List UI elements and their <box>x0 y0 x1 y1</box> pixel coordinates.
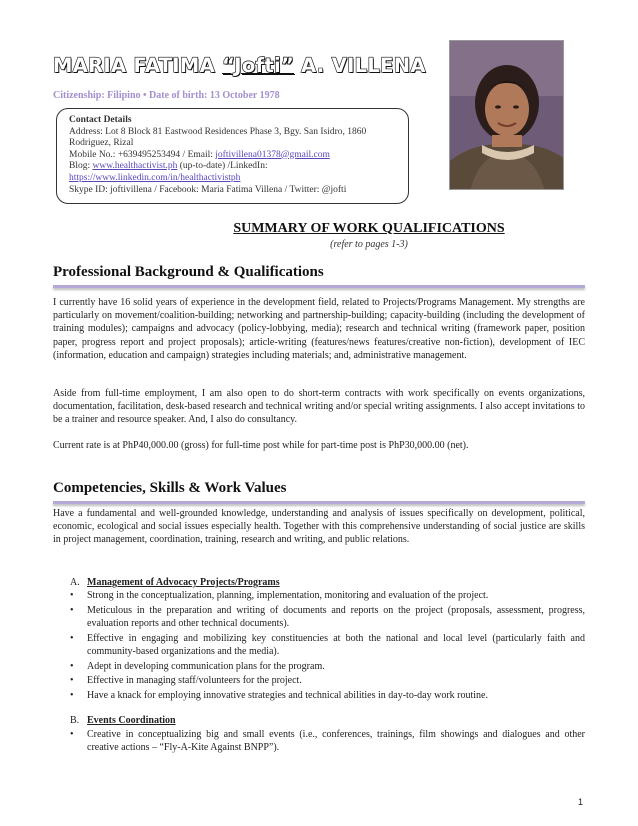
profile-photo <box>449 40 564 190</box>
list-item <box>70 729 585 755</box>
blog-link[interactable]: www.healthactivist.ph <box>92 161 178 172</box>
citizenship-line: Citizenship: Filipino • Date of birth: 13 October 1978 <box>53 90 280 101</box>
section-letter: B. <box>70 715 80 726</box>
professional-paragraph-1: I currently have 16 solid years of experience in the development field, related to Projects/Programs Management. My strengths are particularly on movement/coalition-building; networking and partnership-building; capacity-building (including the development of training modules); campaigns and advocacy (policy-lobbying, media); research and technical writing (framework paper, position paper, progress report and project proposals); article-writing (features/news features/creative non-fiction), development of IEC (information, education and campaign) strategies including materials; and, administrative management. <box>53 297 585 361</box>
contact-skype-line: Skype ID: joftivillena / Facebook: Maria Fatima Villena / Twitter: @jofti <box>69 184 347 195</box>
name-first: MARIA FATIMA <box>53 54 223 77</box>
bullet-icon: • <box>70 729 74 740</box>
section-divider <box>53 501 585 504</box>
contact-linkedin-line <box>69 173 398 185</box>
list-item-text: Adept in developing communication plans for the program. <box>87 661 325 672</box>
list-item-text: Strong in the conceptualization, planning, implementation, monitoring and evaluation of the project. <box>87 590 489 601</box>
list-item-text: Creative in conceptualizing big and small events (i.e., conferences, trainings, film showings and dialogues and other creative actions – “Fly-A-Kite Against BNPP”). <box>87 729 585 753</box>
list-item <box>70 690 585 703</box>
summary-title: SUMMARY OF WORK QUALIFICATIONS <box>233 221 505 236</box>
list-item <box>70 675 585 688</box>
list-item <box>70 590 585 603</box>
list-item-text: Effective in engaging and mobilizing key constituencies at both the national and local level (particularly faith and community-based organizations and the media). <box>87 633 585 657</box>
list-item-text: Have a knack for employing innovative strategies and technical abilities in day-to-day work routine. <box>87 690 488 701</box>
mobile-text: Mobile No.: +639495253494 / Email: <box>69 149 216 160</box>
summary-refer-note: (refer to pages 1-3) <box>330 239 408 250</box>
list-item <box>70 605 585 631</box>
contact-details-box <box>56 108 409 204</box>
blog-prefix: Blog: <box>69 161 93 172</box>
bullet-icon: • <box>70 633 74 644</box>
email-link[interactable]: joftivillena01378@gmail.com <box>215 149 330 160</box>
professional-paragraph-3: Current rate is at PhP40,000.00 (gross) for full-time post while for part-time post is PhP30,000.00 (net). <box>53 440 469 451</box>
bullet-icon: • <box>70 661 74 672</box>
list-item-text: Meticulous in the preparation and writing of documents and reports on the project (proposals, assessment, progress, evaluation reports and other technical documents). <box>87 605 585 629</box>
competencies-heading: Competencies, Skills & Work Values <box>53 480 287 496</box>
blog-suffix: (up-to-date) /LinkedIn: <box>177 161 268 172</box>
list-item <box>70 633 585 659</box>
contact-title: Contact Details <box>69 115 132 125</box>
contact-address-line-1: Address: Lot 8 Block 81 Eastwood Residences Phase 3, Bgy. San Isidro, 1860 <box>69 126 367 137</box>
section-letter: A. <box>70 577 80 588</box>
bullet-icon: • <box>70 590 74 601</box>
name-last: A. VILLENA <box>294 54 426 77</box>
bullet-icon: • <box>70 675 74 686</box>
list-item <box>70 661 585 674</box>
section-b-heading <box>70 714 176 727</box>
competencies-paragraph: Have a fundamental and well-grounded knowledge, understanding and analysis of issues specifically on development, political, economic, ecological and social issues especially health. Together with this comprehensive understanding of social justice are skills in project management, coordination, training, research and writing, and public relations. <box>53 508 585 546</box>
portrait-image <box>450 41 564 190</box>
contact-mobile-email <box>69 150 398 162</box>
section-a-heading <box>70 576 280 589</box>
bullet-icon: • <box>70 690 74 701</box>
page-number: 1 <box>578 797 584 807</box>
contact-blog-line <box>69 161 398 173</box>
professional-heading: Professional Background & Qualifications <box>53 264 324 280</box>
name-nickname: “Jofti” <box>222 54 295 77</box>
list-item-text: Effective in managing staff/volunteers for the project. <box>87 675 302 686</box>
professional-paragraph-2: Aside from full-time employment, I am also open to do short-term contracts with work specifically on events organizations, documentation, facilitation, desk-based research and technical writing and/or special writing assignments. I also accept invitations to be a trainer and resource speaker. And, I also do consultancy. <box>53 388 585 426</box>
linkedin-link[interactable]: https://www.linkedin.com/in/healthactivistph <box>69 172 241 183</box>
bullet-icon: • <box>70 605 74 616</box>
section-divider <box>53 285 585 288</box>
section-title: Events Coordination <box>87 715 176 726</box>
contact-address-line-2: Rodriguez, Rizal <box>69 138 134 149</box>
section-title: Management of Advocacy Projects/Programs <box>87 577 280 588</box>
resume-name <box>53 54 426 77</box>
